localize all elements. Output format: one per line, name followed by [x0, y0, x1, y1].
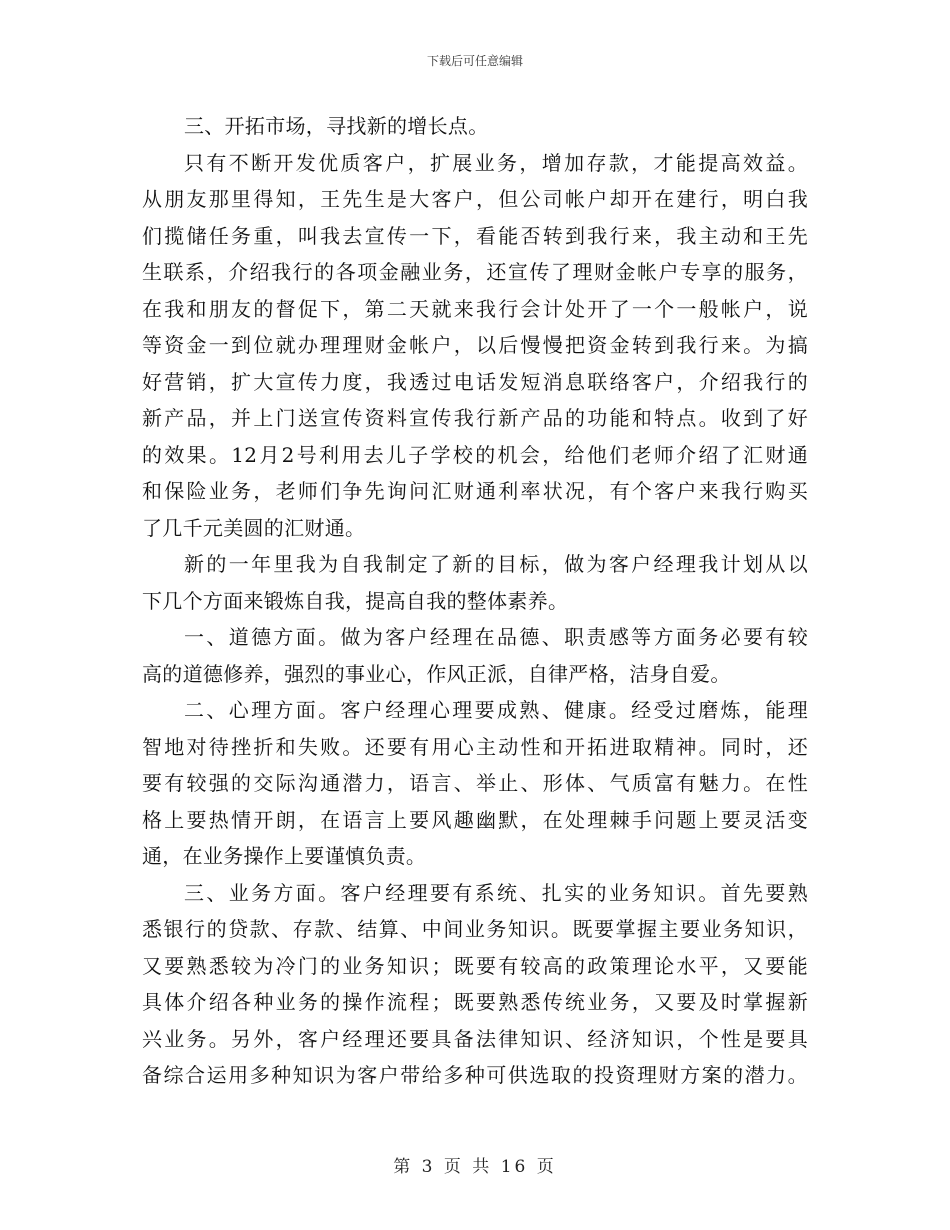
text-line: 高的道德修养，强烈的事业心，作风正派，自律严格，洁身自爱。 [142, 661, 731, 686]
text-line: 等资金一到位就办理理财金帐户，以后慢慢把资金转到我行来。为搞 [142, 333, 808, 357]
text-line: 备综合运用多种知识为客户带给多种可供选取的投资理财方案的潜力。 [142, 1063, 808, 1087]
text-line: 生联系，介绍我行的各项金融业务，还宣传了理财金帐户专享的服务， [142, 260, 808, 284]
text-line: 兴业务。另外，客户经理还要具备法律知识、经济知识，个性是要具 [142, 1026, 808, 1051]
text-line: 和保险业务，老师们争先询问汇财通利率状况，有个客户来我行购买 [142, 479, 808, 503]
text-line: 要有较强的交际沟通潜力，语言、举止、形体、气质富有魅力。在性 [142, 771, 808, 795]
text-line: 下几个方面来锻炼自我，提高自我的整体素养。 [142, 588, 569, 613]
text-line: 在我和朋友的督促下，第二天就来我行会计处开了一个一般帐户，说 [142, 296, 808, 321]
text-line: 智地对待挫折和失败。还要有用心主动性和开拓进取精神。同时，还 [142, 734, 808, 759]
text-line: 又要熟悉较为冷门的业务知识；既要有较高的政策理论水平，又要能 [142, 953, 808, 978]
text-line: 从朋友那里得知，王先生是大客户，但公司帐户却开在建行，明白我 [142, 187, 808, 211]
text-line: 具体介绍各种业务的操作流程；既要熟悉传统业务，又要及时掌握新 [142, 990, 808, 1014]
document-body [142, 108, 808, 1094]
text-line: 悉银行的贷款、存款、结算、中间业务知识。既要掌握主要业务知识， [142, 917, 808, 941]
text-line: 的效果。12月2号利用去儿子学校的机会，给他们老师介绍了汇财通 [142, 442, 808, 467]
text-line: 只有不断开发优质客户，扩展业务，增加存款，才能提高效益。 [184, 150, 808, 175]
text-line: 新产品，并上门送宣传资料宣传我行新产品的功能和特点。收到了好 [142, 406, 808, 430]
text-line: 二、心理方面。客户经理心理要成熟、健康。经受过磨炼，能理 [184, 698, 808, 722]
text-line: 一、道德方面。做为客户经理在品德、职责感等方面务必要有较 [184, 625, 808, 649]
page-header: 下载后可任意编辑 [426, 54, 523, 68]
text-line: 三、开拓市场，寻找新的增长点。 [184, 114, 489, 138]
text-line: 格上要热情开朗，在语言上要风趣幽默，在处理棘手问题上要灵活变 [142, 807, 808, 832]
text-line: 了几千元美圆的汇财通。 [142, 515, 366, 540]
text-line: 三、业务方面。客户经理要有系统、扎实的业务知识。首先要熟 [184, 880, 808, 905]
text-line: 通，在业务操作上要谨慎负责。 [142, 844, 427, 868]
text-line: 好营销，扩大宣传力度，我透过电话发短消息联络客户，介绍我行的 [142, 369, 808, 394]
page-number: 第 3 页 共 16 页 [393, 1157, 557, 1177]
text-line: 新的一年里我为自我制定了新的目标，做为客户经理我计划从以 [184, 552, 808, 576]
text-line: 们揽储任务重，叫我去宣传一下，看能否转到我行来，我主动和王先 [142, 223, 808, 248]
